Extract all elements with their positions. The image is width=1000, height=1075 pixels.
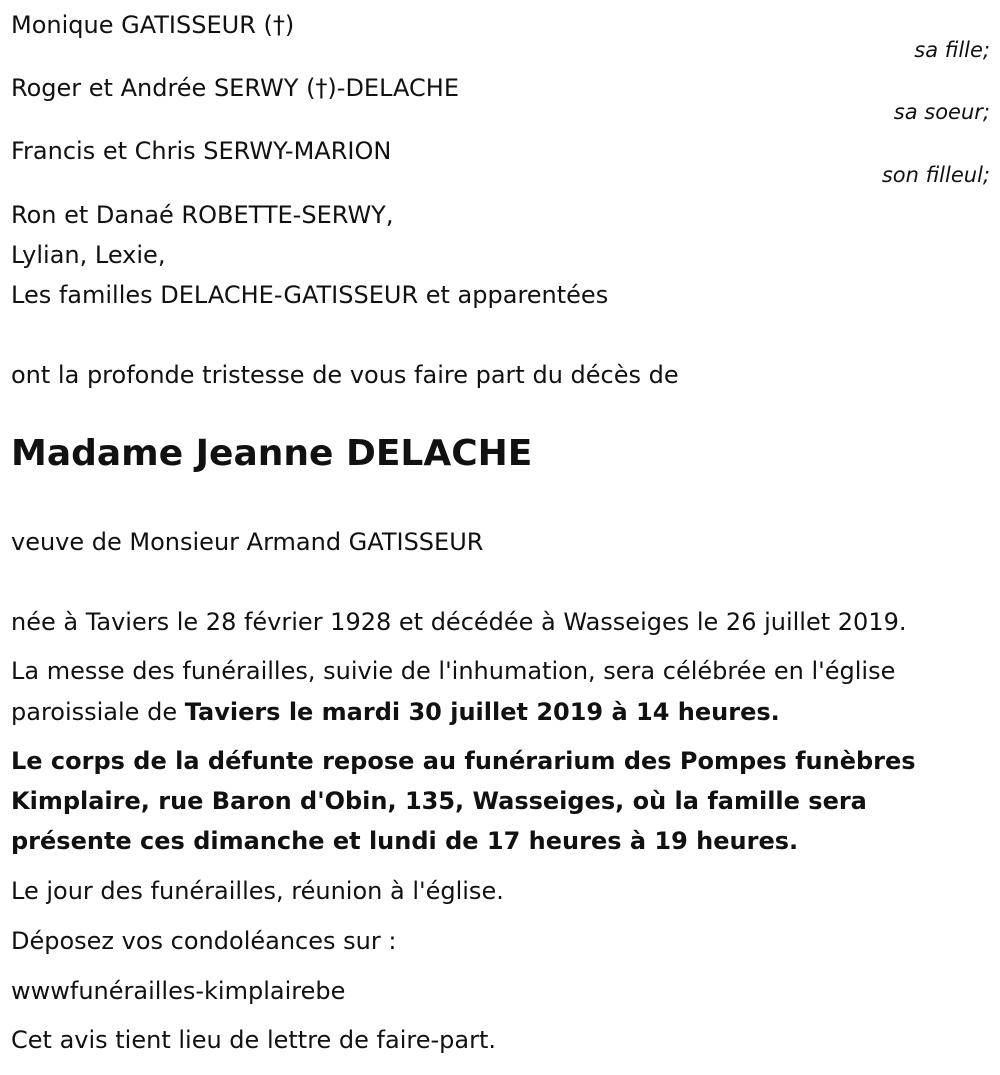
meeting-text: Le jour des funérailles, réunion à l'église. <box>11 877 504 905</box>
condolences-label: Déposez vos condoléances sur : <box>11 927 397 955</box>
grandchildren-line: Ron et Danaé ROBETTE-SERWY, <box>11 201 394 229</box>
funeral-date: Taviers le mardi 30 juillet 2019 à 14 heures. <box>184 698 780 726</box>
grandchildren-line: Lylian, Lexie, <box>11 241 166 269</box>
announcement-text: ont la profonde tristesse de vous faire part du décès de <box>11 361 679 389</box>
reposing-line: présente ces dimanche et lundi de 17 heures à 19 heures. <box>11 827 799 855</box>
family-member-relation: sa fille; <box>914 38 990 62</box>
deceased-name: Madame Jeanne DELACHE <box>11 433 533 474</box>
widow-of-text: veuve de Monsieur Armand GATISSEUR <box>11 528 484 556</box>
notice-text: Cet avis tient lieu de lettre de faire-part. <box>11 1026 496 1054</box>
families-line: Les familles DELACHE-GATISSEUR et apparentées <box>11 281 609 309</box>
family-member-name: Francis et Chris SERWY-MARION <box>11 137 392 165</box>
funeral-mass-line-2 <box>11 700 780 724</box>
family-member-relation: son filleul; <box>881 163 990 187</box>
funeral-mass-line: La messe des funérailles, suivie de l'inhumation, sera célébrée en l'église <box>11 657 896 685</box>
family-member-relation: sa soeur; <box>893 100 990 124</box>
reposing-line: Le corps de la défunte repose au funérarium des Pompes funèbres <box>11 747 916 775</box>
funeral-mass-prefix: paroissiale de <box>11 698 185 726</box>
condolences-website: wwwfunérailles-kimplairebe <box>11 977 346 1005</box>
family-member-name: Roger et Andrée SERWY (†)-DELACHE <box>11 74 459 102</box>
family-member-name: Monique GATISSEUR (†) <box>11 11 295 39</box>
reposing-line: Kimplaire, rue Baron d'Obin, 135, Wasseiges, où la famille sera <box>11 787 867 815</box>
birth-death-text: née à Taviers le 28 février 1928 et décédée à Wasseiges le 26 juillet 2019. <box>11 608 907 636</box>
